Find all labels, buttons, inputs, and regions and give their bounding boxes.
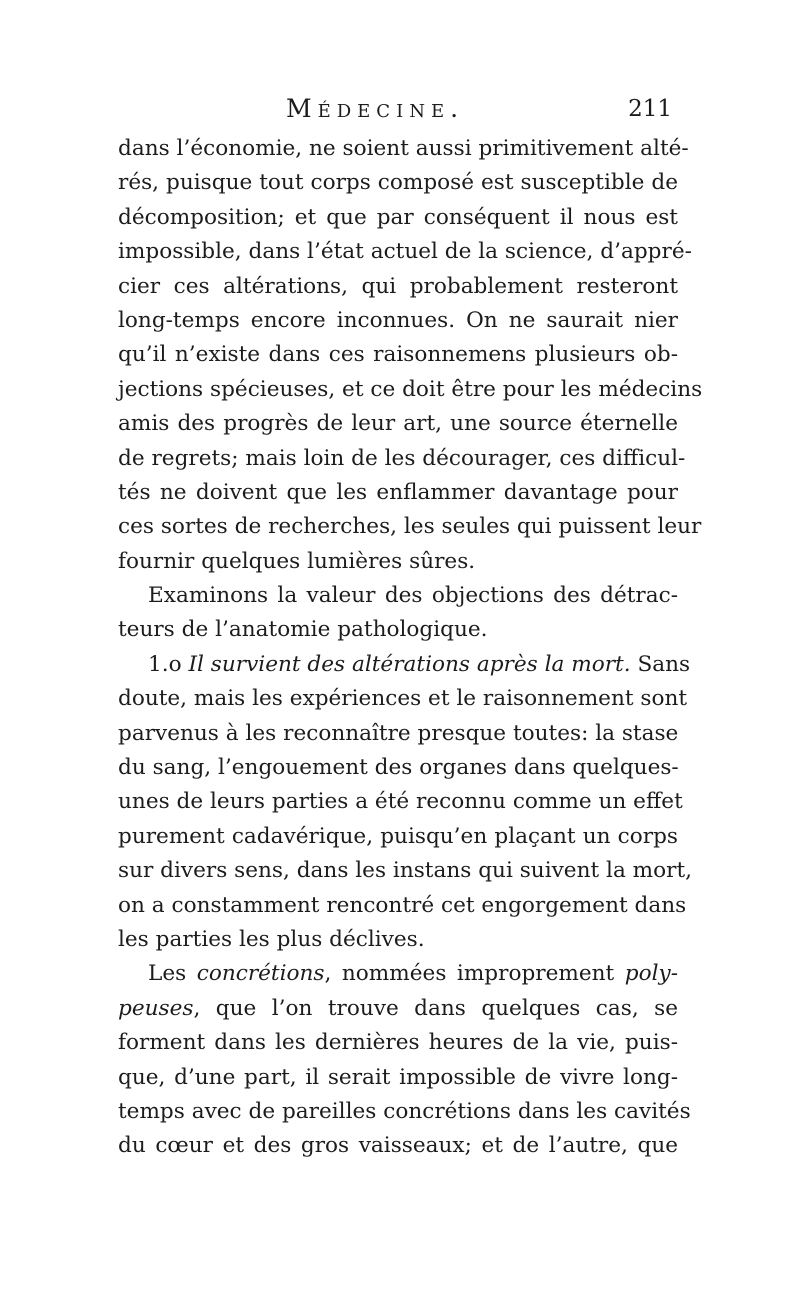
text-fragment: , que l’on trouve dans quelques cas, se — [193, 995, 678, 1021]
text-line: tés ne doivent que les enflammer davantage pour — [118, 479, 678, 505]
text-line: que, d’une part, il serait impossible de vivre long- — [118, 1064, 678, 1090]
text-line: Examinons la valeur des objections des détrac- — [148, 583, 678, 609]
italic-heading: Il survient des altérations après la mort. — [188, 651, 631, 677]
text-line: long-temps encore inconnues. On ne saurait nier — [118, 307, 678, 333]
text-line: du cœur et des gros vaisseaux; et de l’autre, que — [118, 1133, 678, 1159]
text-line: parvenus à les reconnaître presque toutes: la stase — [118, 720, 679, 746]
text-line — [118, 957, 678, 991]
text-fragment: Sans — [637, 651, 691, 677]
italic-term: poly- — [624, 961, 678, 987]
text-line: unes de leurs parties a été reconnu comme un effet — [118, 789, 683, 815]
text-fragment: , nommées improprement — [324, 961, 615, 987]
text-line: on a constamment rencontré cet engorgement dans — [118, 892, 687, 918]
text-line: jections spécieuses, et ce doit être pour les médecins — [118, 376, 703, 402]
text-line: purement cadavérique, puisqu’en plaçant un corps — [118, 823, 678, 849]
text-line: décomposition; et que par conséquent il nous est — [118, 204, 678, 230]
running-title: Médecine. — [286, 94, 465, 123]
text-line: forment dans les dernières heures de la vie, puis- — [118, 1030, 678, 1056]
text-line: fournir quelques lumières sûres. — [118, 548, 476, 574]
item-number: 1.o — [148, 651, 182, 677]
text-line: qu’il n’existe dans ces raisonnemens plusieurs ob- — [118, 342, 678, 368]
text-line — [118, 648, 691, 682]
italic-term: peuses — [118, 995, 194, 1021]
text-line: du sang, l’engouement des organes dans quelques- — [118, 755, 679, 781]
text-fragment: Les — [148, 961, 187, 987]
text-line: teurs de l’anatomie pathologique. — [118, 617, 488, 643]
text-line: rés, puisque tout corps composé est susceptible de — [118, 170, 678, 196]
italic-term: concrétions — [196, 961, 325, 987]
text-line: ces sortes de recherches, les seules qui puissent leur — [118, 514, 702, 540]
text-line: impossible, dans l’état actuel de la science, d’appré- — [118, 239, 692, 265]
book-page — [118, 92, 703, 1164]
text-line: amis des progrès de leur art, une source éternelle — [118, 411, 678, 437]
paragraph-3 — [118, 648, 693, 958]
text-line — [118, 992, 678, 1026]
text-line: temps avec de pareilles concrétions dans les cavités — [118, 1098, 691, 1124]
text-line: doute, mais les expériences et le raisonnement sont — [118, 686, 688, 712]
body-text — [118, 132, 703, 1164]
page-number: 211 — [628, 96, 672, 122]
paragraph-2 — [118, 579, 678, 648]
paragraph-1 — [118, 132, 703, 579]
text-line: cier ces altérations, qui probablement resteront — [118, 273, 678, 299]
text-line: sur divers sens, dans les instans qui suivent la mort, — [118, 858, 693, 884]
text-line: de regrets; mais loin de les décourager, ces difficul- — [118, 445, 686, 471]
paragraph-4 — [118, 957, 691, 1163]
running-head — [118, 92, 678, 132]
text-line: dans l’économie, ne soient aussi primitivement alté- — [118, 136, 689, 161]
text-line: les parties les plus déclives. — [118, 926, 425, 952]
